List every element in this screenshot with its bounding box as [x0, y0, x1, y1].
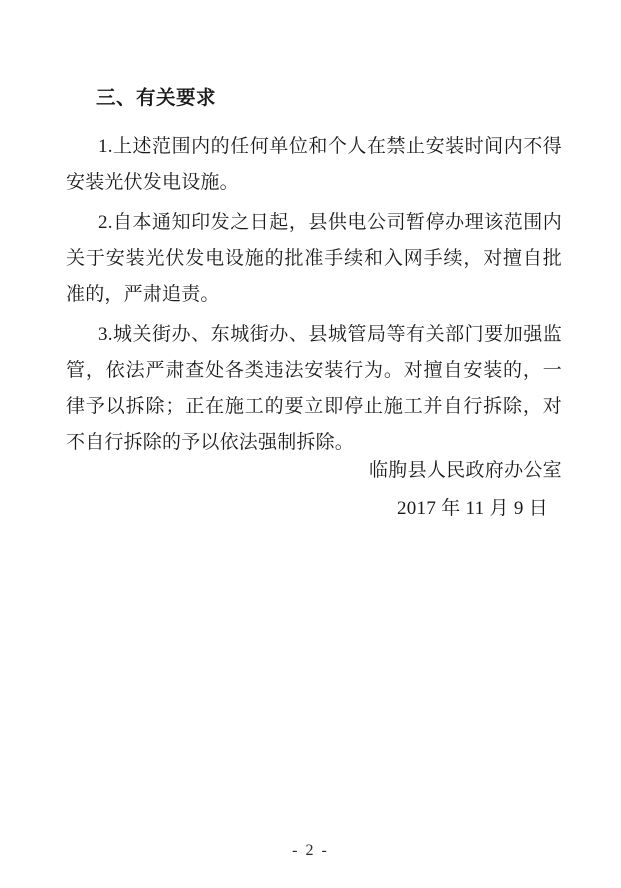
page-number: - 2 - [292, 842, 329, 859]
issuing-authority: 临朐县人民政府办公室 [368, 460, 562, 481]
paragraph-1: 1.上述范围内的任何单位和个人在禁止安装时间内不得安装光伏发电设施。 [66, 136, 562, 194]
signature-block [66, 452, 566, 528]
section-heading: 三、有关要求 [96, 88, 217, 109]
issue-date: 2017 年 11 月 9 日 [396, 498, 548, 519]
document-body [66, 84, 562, 465]
paragraph-2: 2.自本通知印发之日起，县供电公司暂停办理该范围内关于安装光伏发电设施的批准手续和入网手续，对擅自批准的，严肃追责。 [66, 212, 562, 306]
paragraph-3: 3.城关街办、东城街办、县城管局等有关部门要加强监管，依法严肃查处各类违法安装行为。对擅自安装的，一律予以拆除；正在施工的要立即停止施工并自行拆除，对不自行拆除的予以依法强制拆除。 [66, 324, 562, 454]
